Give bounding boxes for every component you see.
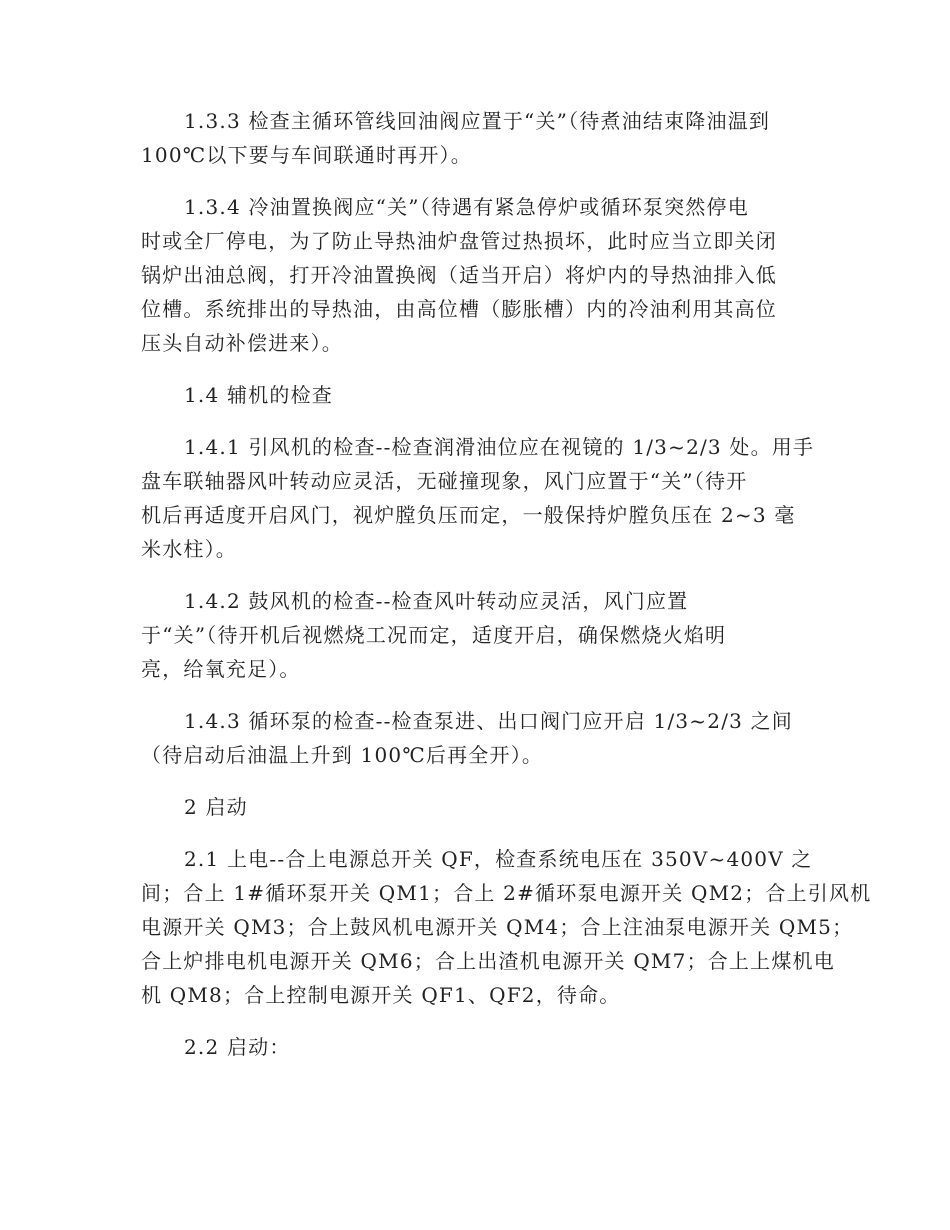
- text-line: 1.3.4 冷油置换阀应“关”（待遇有紧急停炉或循环泵突然停电: [184, 195, 749, 219]
- paragraph-1-4-1: [141, 430, 815, 566]
- text-line: 米水柱）。: [141, 537, 237, 561]
- text-line: 1.4.3 循环泵的检查--检查泵进、出口阀门应开启 1/3~2/3 之间: [184, 709, 794, 733]
- text-line: （待启动后油温上升到 100℃后再全开）。: [141, 743, 544, 767]
- text-line: 机后再适度开启风门，视炉膛负压而定，一般保持炉膛负压在 2~3 毫: [141, 503, 796, 527]
- text-line: 2.1 上电--合上电源总开关 QF，检查系统电压在 350V~400V 之: [184, 847, 813, 871]
- text-line: 间；合上 1#循环泵开关 QM1；合上 2#循环泵电源开关 QM2；合上引风机: [141, 881, 872, 905]
- text-line: 机 QM8；合上控制电源开关 QF1、QF2，待命。: [141, 983, 621, 1007]
- heading-1-4: [141, 378, 811, 412]
- text-line: 1.4.1 引风机的检查--检查润滑油位应在视镜的 1/3~2/3 处。用手: [184, 435, 815, 459]
- heading-2: [141, 790, 811, 824]
- text-line: 2 启动: [184, 795, 248, 819]
- text-line: 2.2 启动：: [184, 1035, 291, 1059]
- text-line: 锅炉出油总阀，打开冷油置换阀（适当开启）将炉内的导热油排入低: [141, 263, 777, 287]
- text-line: 位槽。系统排出的导热油，由高位槽（膨胀槽）内的冷油利用其高位: [141, 297, 777, 321]
- text-line: 合上炉排电机电源开关 QM6；合上出渣机电源开关 QM7；合上上煤机电: [141, 949, 835, 973]
- text-line: 时或全厂停电，为了防止导热油炉盘管过热损坏，此时应当立即关闭: [141, 229, 777, 253]
- text-line: 1.4.2 鼓风机的检查--检查风叶转动应灵活，风门应置: [184, 589, 689, 613]
- paragraph-2-1: [141, 842, 872, 1012]
- text-line: 电源开关 QM3；合上鼓风机电源开关 QM4；合上注油泵电源开关 QM5；: [141, 915, 854, 939]
- paragraph-1-4-2: [141, 584, 811, 686]
- paragraph-1-4-3: [141, 704, 811, 772]
- text-line: 1.3.3 检查主循环管线回油阀应置于“关”（待煮油结束降油温到: [184, 109, 771, 133]
- text-line: 1.4 辅机的检查: [184, 383, 333, 407]
- paragraph-1-3-4: [141, 190, 811, 360]
- document-body: [141, 104, 872, 1064]
- text-line: 于“关”（待开机后视燃烧工况而定，适度开启，确保燃烧火焰明: [141, 623, 727, 647]
- text-line: 压头自动补偿进来）。: [141, 331, 343, 355]
- text-line: 盘车联轴器风叶转动应灵活，无碰撞现象，风门应置于“关”（待开: [141, 469, 748, 493]
- text-line: 亮，给氧充足）。: [141, 657, 301, 681]
- paragraph-1-3-3: [141, 104, 811, 172]
- heading-2-2: [141, 1030, 811, 1064]
- text-line: 100℃以下要与车间联通时再开）。: [141, 143, 472, 167]
